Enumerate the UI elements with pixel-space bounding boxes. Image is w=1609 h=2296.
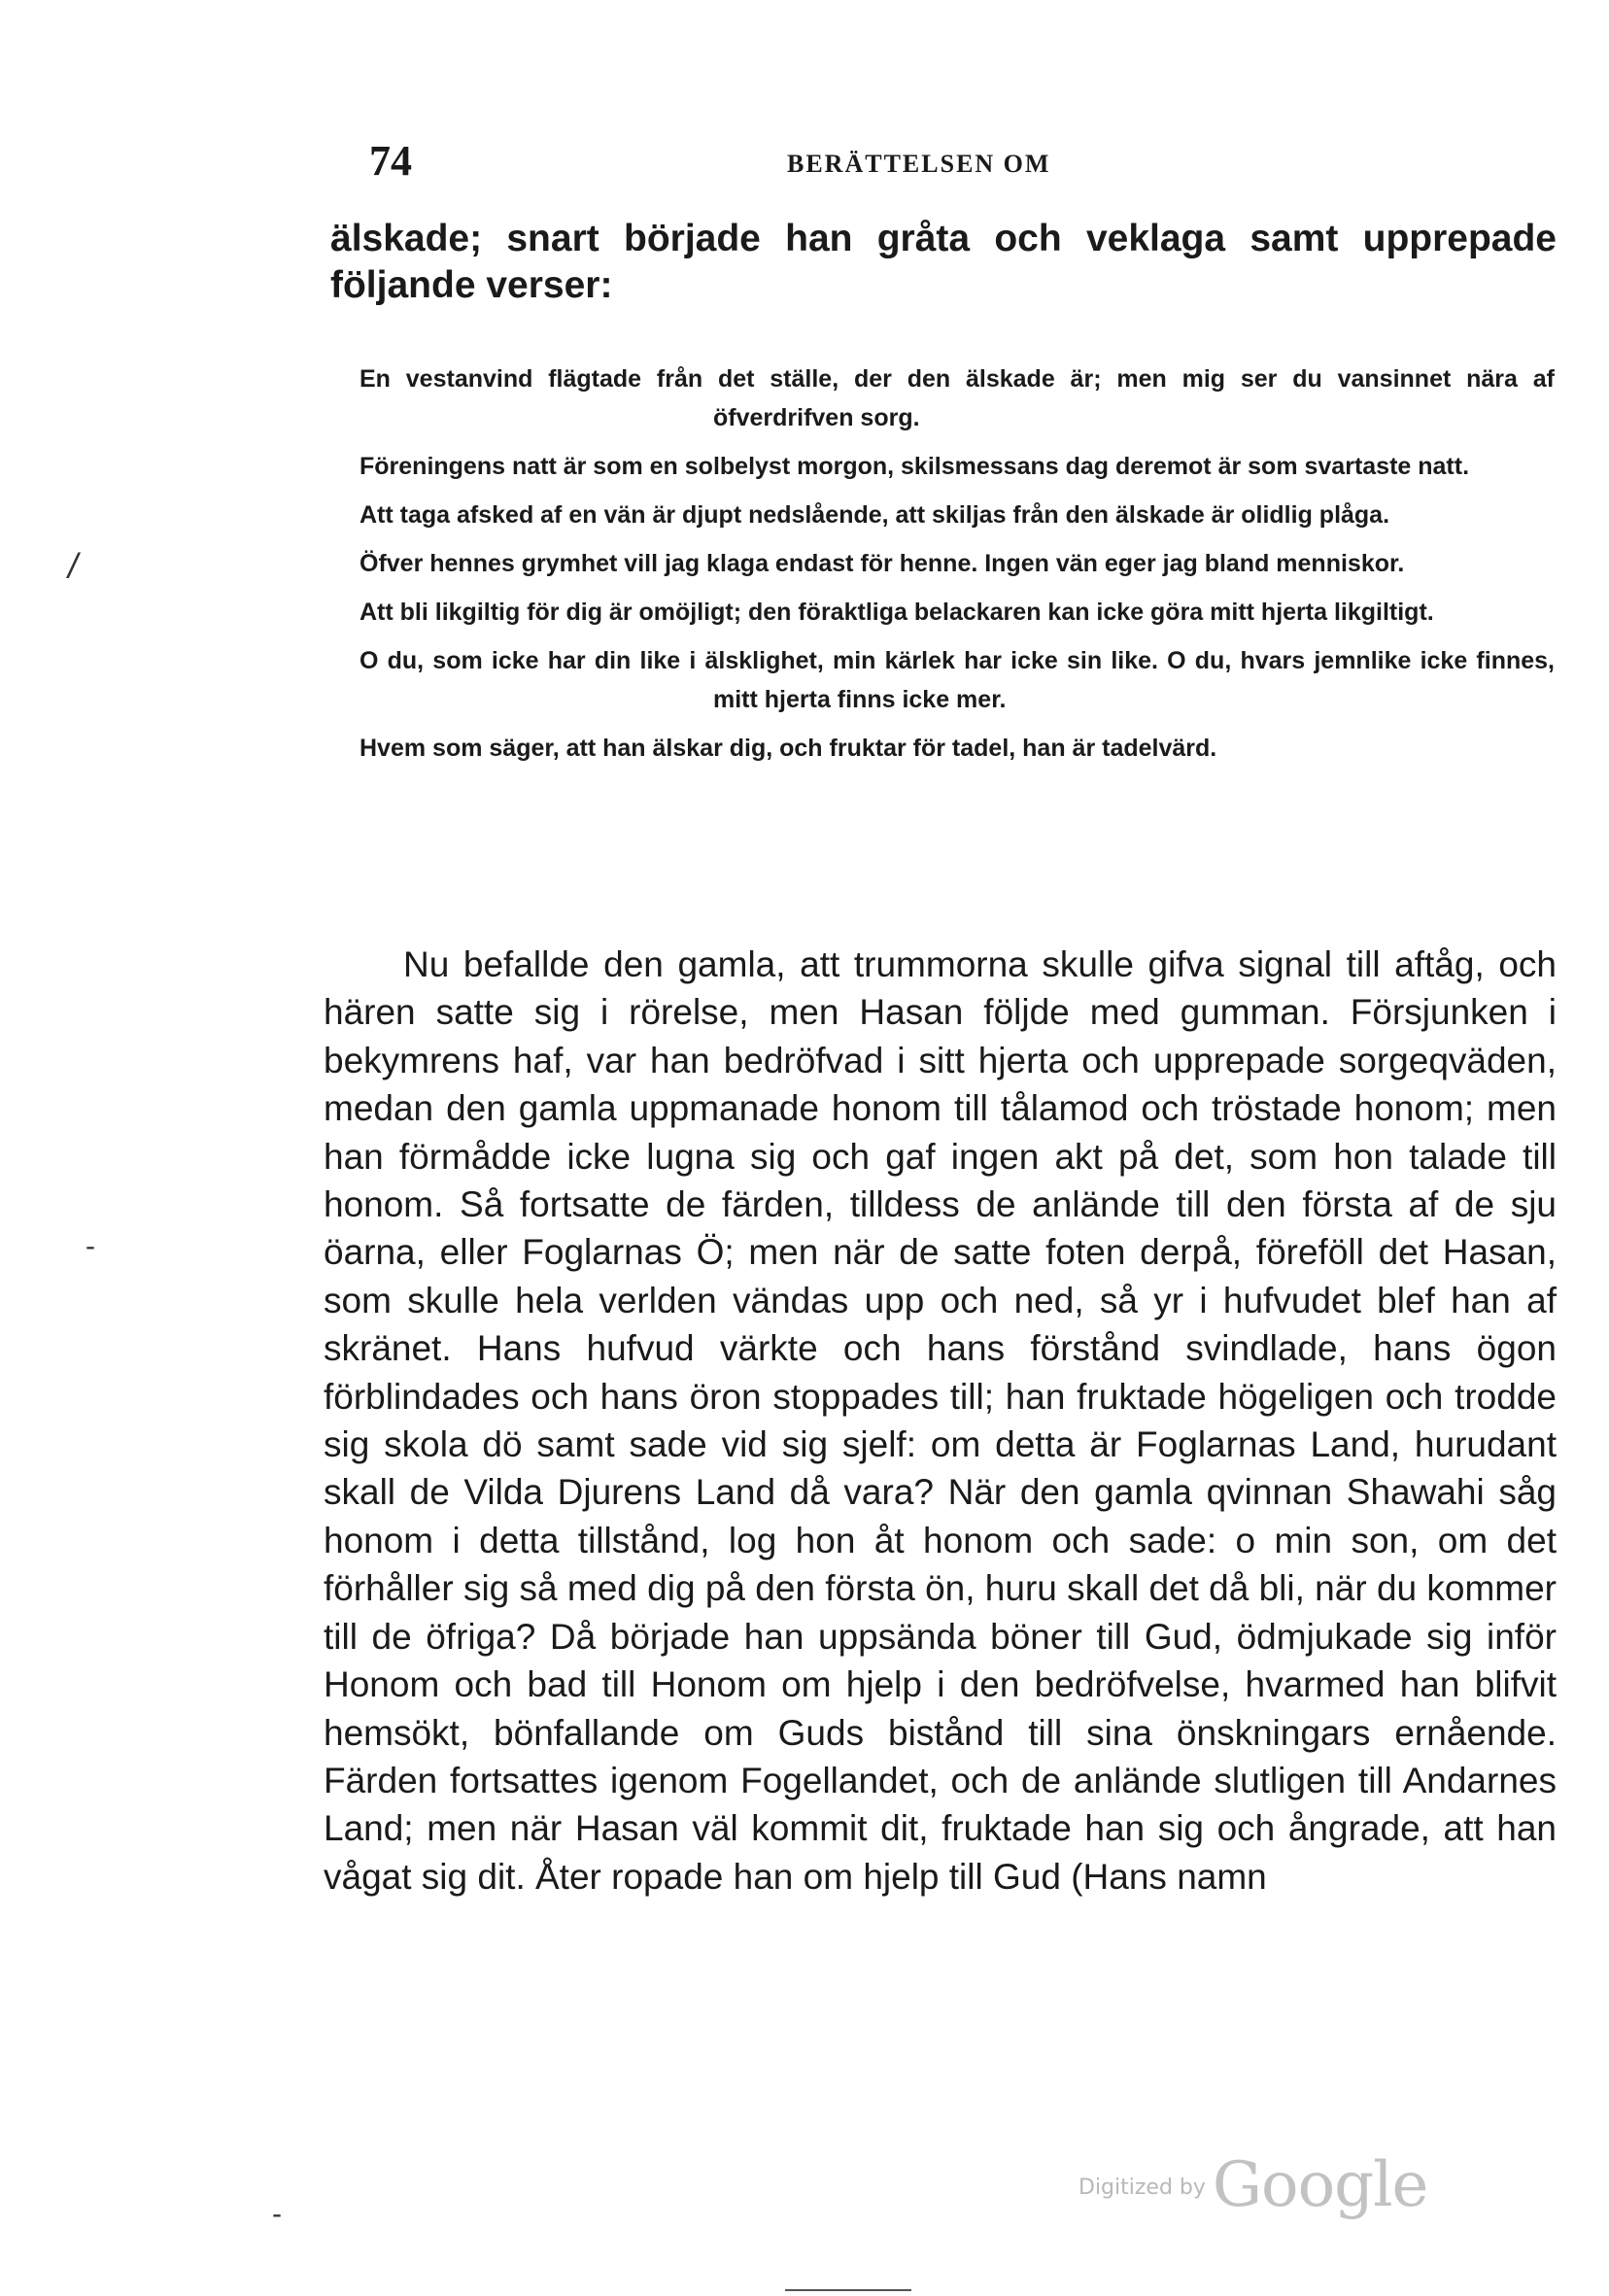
watermark-prefix: Digitized by (1078, 2176, 1206, 2200)
running-head: BERÄTTELSEN OM (787, 150, 1051, 178)
google-logo: Google (1212, 2149, 1428, 2221)
verse-line: En vestanvind flägtade från det ställe, der den älskade är; men mig ser du vansinnet nära af öfverdrifven sorg. (359, 365, 1555, 431)
verse-line: O du, som icke har din like i älsklighet, min kärlek har icke sin like. O du, hvars jemnlike icke finnes, mitt hjerta finns icke mer. (359, 647, 1555, 713)
digitized-watermark (1078, 2149, 1427, 2221)
verse-line: Hvem som säger, att han älskar dig, och fruktar för tadel, han är tadelvärd. (359, 735, 1217, 762)
stray-mark: / (68, 546, 79, 586)
intro-paragraph: älskade; snart började han gråta och veklaga samt upprepade följande verser: (330, 218, 1557, 306)
verse-line: Öfver hennes grymhet vill jag klaga endast för henne. Ingen vän eger jag bland menniskor. (359, 550, 1405, 577)
body-paragraph: Nu befallde den gamla, att trummorna skulle gifva signal till aftåg, och hären satte sig i rörelse, men Hasan följde med gumman. Försjunken i bekymrens haf, var han bedröfvad i sitt hjerta och upprepade sorgeqväden, medan den gamla uppmanade honom till tålamod och tröstade honom; men han förmådde icke lugna sig och gaf ingen akt på det, som hon talade till honom. Så fortsatte de färden, tilldess de anlände till den första af de sju öarna, eller Foglarnas Ö; men när de satte foten derpå, föreföll det Hasan, som skulle hela verlden vändas upp och ned, så yr i hufvudet blef han af skränet. Hans hufvud värkte och hans förstånd svindlade, hans ögon förblindades och hans öron stoppades till; han fruktade högeligen och trodde sig skola dö samt sade vid sig sjelf: om detta är Foglarnas Land, hurudant skall de Vilda Djurens Land då vara? När den gamla qvinnan Shawahi såg honom i detta tillstånd, log hon åt honom och sade: o min son, om det förhåller sig så med dig på den första ön, huru skall det då bli, när du kommer till de öfriga? Då började han uppsända böner till Gud, ödmjukade sig inför Honom och bad till Honom om hjelp i den bedröfvelse, hvarmed han blifvit hemsökt, bönfallande om Guds bistånd till sina önskningars ernående. Färden fortsattes igenom Fogellandet, och de anlände slutligen till Andarnes Land; men när Hasan väl kommit dit, fruktade han sig och ångrade, att han vågat sig dit. Åter ropade han om hjelp till Gud (Hans namn (324, 944, 1557, 1897)
bottom-rule (785, 2289, 911, 2291)
page-header (369, 136, 1574, 194)
verse-line: Att bli likgiltig för dig är omöjligt; den föraktliga belackaren kan icke göra mitt hjerta likgiltigt. (359, 599, 1434, 626)
page-number: 74 (369, 137, 412, 185)
verse-block (359, 360, 1555, 777)
stray-mark: - (272, 2198, 282, 2230)
verse-line: Föreningens natt är som en solbelyst morgon, skilsmessans dag deremot är som svartaste natt. (359, 453, 1470, 480)
verse-line: Att taga afsked af en vän är djupt nedslående, att skiljas från den älskade är olidlig plåga. (359, 501, 1390, 529)
stray-mark: - (86, 1230, 95, 1262)
